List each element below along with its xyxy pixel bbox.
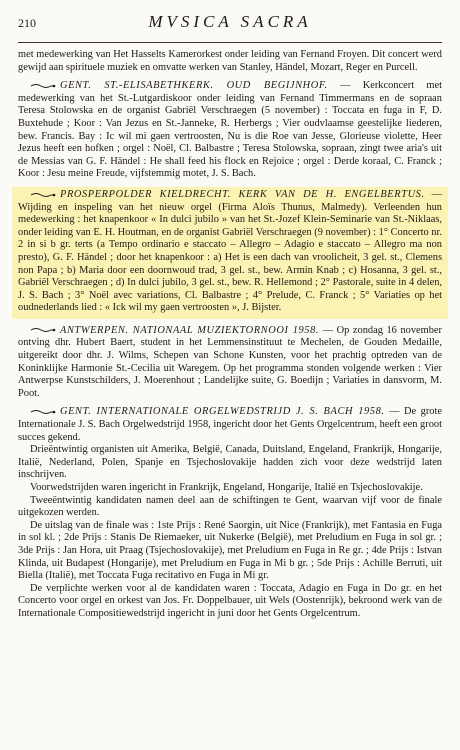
flourish-ornament xyxy=(30,409,56,415)
page-header xyxy=(18,12,442,42)
entry-heading: GENT. ST.-ELISABETHKERK. OUD BEGIJNHOF. xyxy=(60,80,328,92)
flourish-ornament xyxy=(30,192,56,198)
flourish-ornament xyxy=(30,327,56,333)
entry-body: — De grote Internationale J. S. Bach Orgelwedstrijd 1958, ingericht door het Gents Orgelcentrum, heeft een groot succes gekend. xyxy=(18,406,442,443)
entry-heading: ANTWERPEN. NATIONAAL MUZIEKTORNOOI 1958. xyxy=(60,324,320,336)
entry-prosperpolder-highlighted xyxy=(12,187,448,319)
entry-body: — Kerkconcert met medewerking van het St.-Lutgardiskoor onder leiding van Fernand Timmermans en de sopraan Teresa Stolowska en de organist Gabriël Verschraegen (5 november) : Toccata en fuga in F, D. Buxtehude ; Koor : Van Jezus en St.-Janneke, R. Herbergs ; Vier oudvlaamse geestelijke liederen, bew. Francis. Bay : Ic wil mi gaen vertroosten, Nu is die Roe van Jesse, Glorieuse violette, Heer Jezus heeft een hofken ; orgel : Noël, Cl. Balbastre ; Teresa Stolowska, sopraan, zingt twee aria's uit de Messias van G. F. Händel : He shall feed his flock en Rejoice ; orgel : Derde koraal, C. Franck ; Koor : Jesu meine Freude, vijfstemmig motet, J. S. Bach. xyxy=(18,80,442,180)
entry-paragraph: Drieëntwintig organisten uit Amerika, België, Canada, Duitsland, Engeland, Frankrijk, Hongarije, Italië, Nederland, Polen, Spanje en Tsjechoslovakije hadden zich voor deze wedstrijd laten inschrijven. xyxy=(18,444,442,481)
header-rule xyxy=(18,42,442,43)
entry-paragraph: De uitslag van de finale was : 1ste Prijs : René Saorgin, uit Nice (Frankrijk), met Fantasia en Fuga in sol kl. ; 2de Prijs : Stanis De Riemaeker, uit Nukerke (België), met Preludium en Fuga in sol gr. ; 3de Prijs : Jan Hora, uit Praag (Tsjechoslovakije), met Preludium en Fuga in Re gr. ; 4de Prijs : Istvan Klinda, uit Budapest (Hongarije), met Preludium en Fuga in Mi b gr. ; 5de Prijs : Achille Berruti, uit Biella (Italië), met Toccata Fuga recitativo en Fuga in Mi gr. xyxy=(18,519,442,582)
running-title: MVSICA SACRA xyxy=(148,12,312,31)
entry-body: — Wijding en inspeling van het nieuw orgel (Firma Aloïs Thunus, Malmedy). Verleenden hun medewerking : het knapenkoor « In dulci jubilo » van het St.-Jozef Klein-Seminarie van St.-Niklaas, onder leiding van E. H. Houtman, en de organist Gabriël Verschraegen (9 november) : 1° Concerto nr. 2 in si b gr. terts (a Tempo ordinario e staccato – Allegro – Adagio e staccato – Allegro ma non presto), G. F. Händel ; door het knapenkoor : a) Het is een dach van vroolicheit, 3 gel. st., Clemens non Papa ; b) Maria door een doornwoud trad, 3 gel. st., bew. Armin Knab ; c) Hosanna, 3 gel. st., Gabriël Verschraegen ; d) In dulci jubilo, 3 gel. st., bew. R. Hellemond ; 2° Pastorale, suite in 4 delen, J. S. Bach ; 3° Noël avec variations, Cl. Balbastre ; 4° Prelude, C. Franck ; 5° Variaties op het oudnederlands lied : « Ick wil my gaen vertroosten », J. Bijster. xyxy=(18,188,442,314)
entry-antwerpen-muziektornooi xyxy=(18,325,442,401)
entry-heading: PROSPERPOLDER KIELDRECHT. KERK VAN DE H. ENGELBERTUS. xyxy=(60,188,425,200)
entry-paragraph: Tweeëntwintig kandidaten namen deel aan de schiftingen te Gent, waarvan vijf voor de finale uitgekozen werden. xyxy=(18,494,442,519)
entry-gent-orgelwedstrijd xyxy=(18,406,442,620)
flourish-ornament xyxy=(30,83,56,89)
page-number: 210 xyxy=(18,16,36,30)
intro-paragraph: met medewerking van Het Hasselts Kamerorkest onder leiding van Fernand Froyen. Dit concert werd gewijd aan spirituele muziek en omvatte werken van Stanley, Händel, Mozart, Reger en Purcell. xyxy=(18,49,442,73)
entry-paragraph: Voorwedstrijden waren ingericht in Frankrijk, Engeland, Hongarije, Italië en Tsjechoslovakije. xyxy=(30,482,423,493)
entry-heading: GENT. INTERNATIONALE ORGELWEDSTRIJD J. S. BACH 1958. xyxy=(60,406,385,418)
entry-body: — Op zondag 16 november ontving dhr. Hubert Baert, student in het Lemmensinstituut te Mechelen, de Gouden Medaille, uitgereikt door dhr. J. Wilms, Schepen van Schone Kunsten, voor het prachtig optreden van de Koninklijke Harmonie St.-Cecilia uit Waregem. Op het programma stonden volgende werken : Vier Antwerpse Kunstschilders, J. Moerenhout ; Landelijke suite, G. Boedijn ; Variaties in dansvorm, M. Poot. xyxy=(18,324,442,399)
entry-paragraph: De verplichte werken voor al de kandidaten waren : Toccata, Adagio en Fuga in Do gr. en het Concerto voor orgel en orkest van Jos. Fr. Doppelbauer, uit Wels (Oostenrijk), bekroond werk van de Internationale Compositiewedstrijd ingericht in juni door het Gents Orgelcentrum. xyxy=(18,582,442,619)
entry-gent-elisabethkerk xyxy=(18,80,442,181)
